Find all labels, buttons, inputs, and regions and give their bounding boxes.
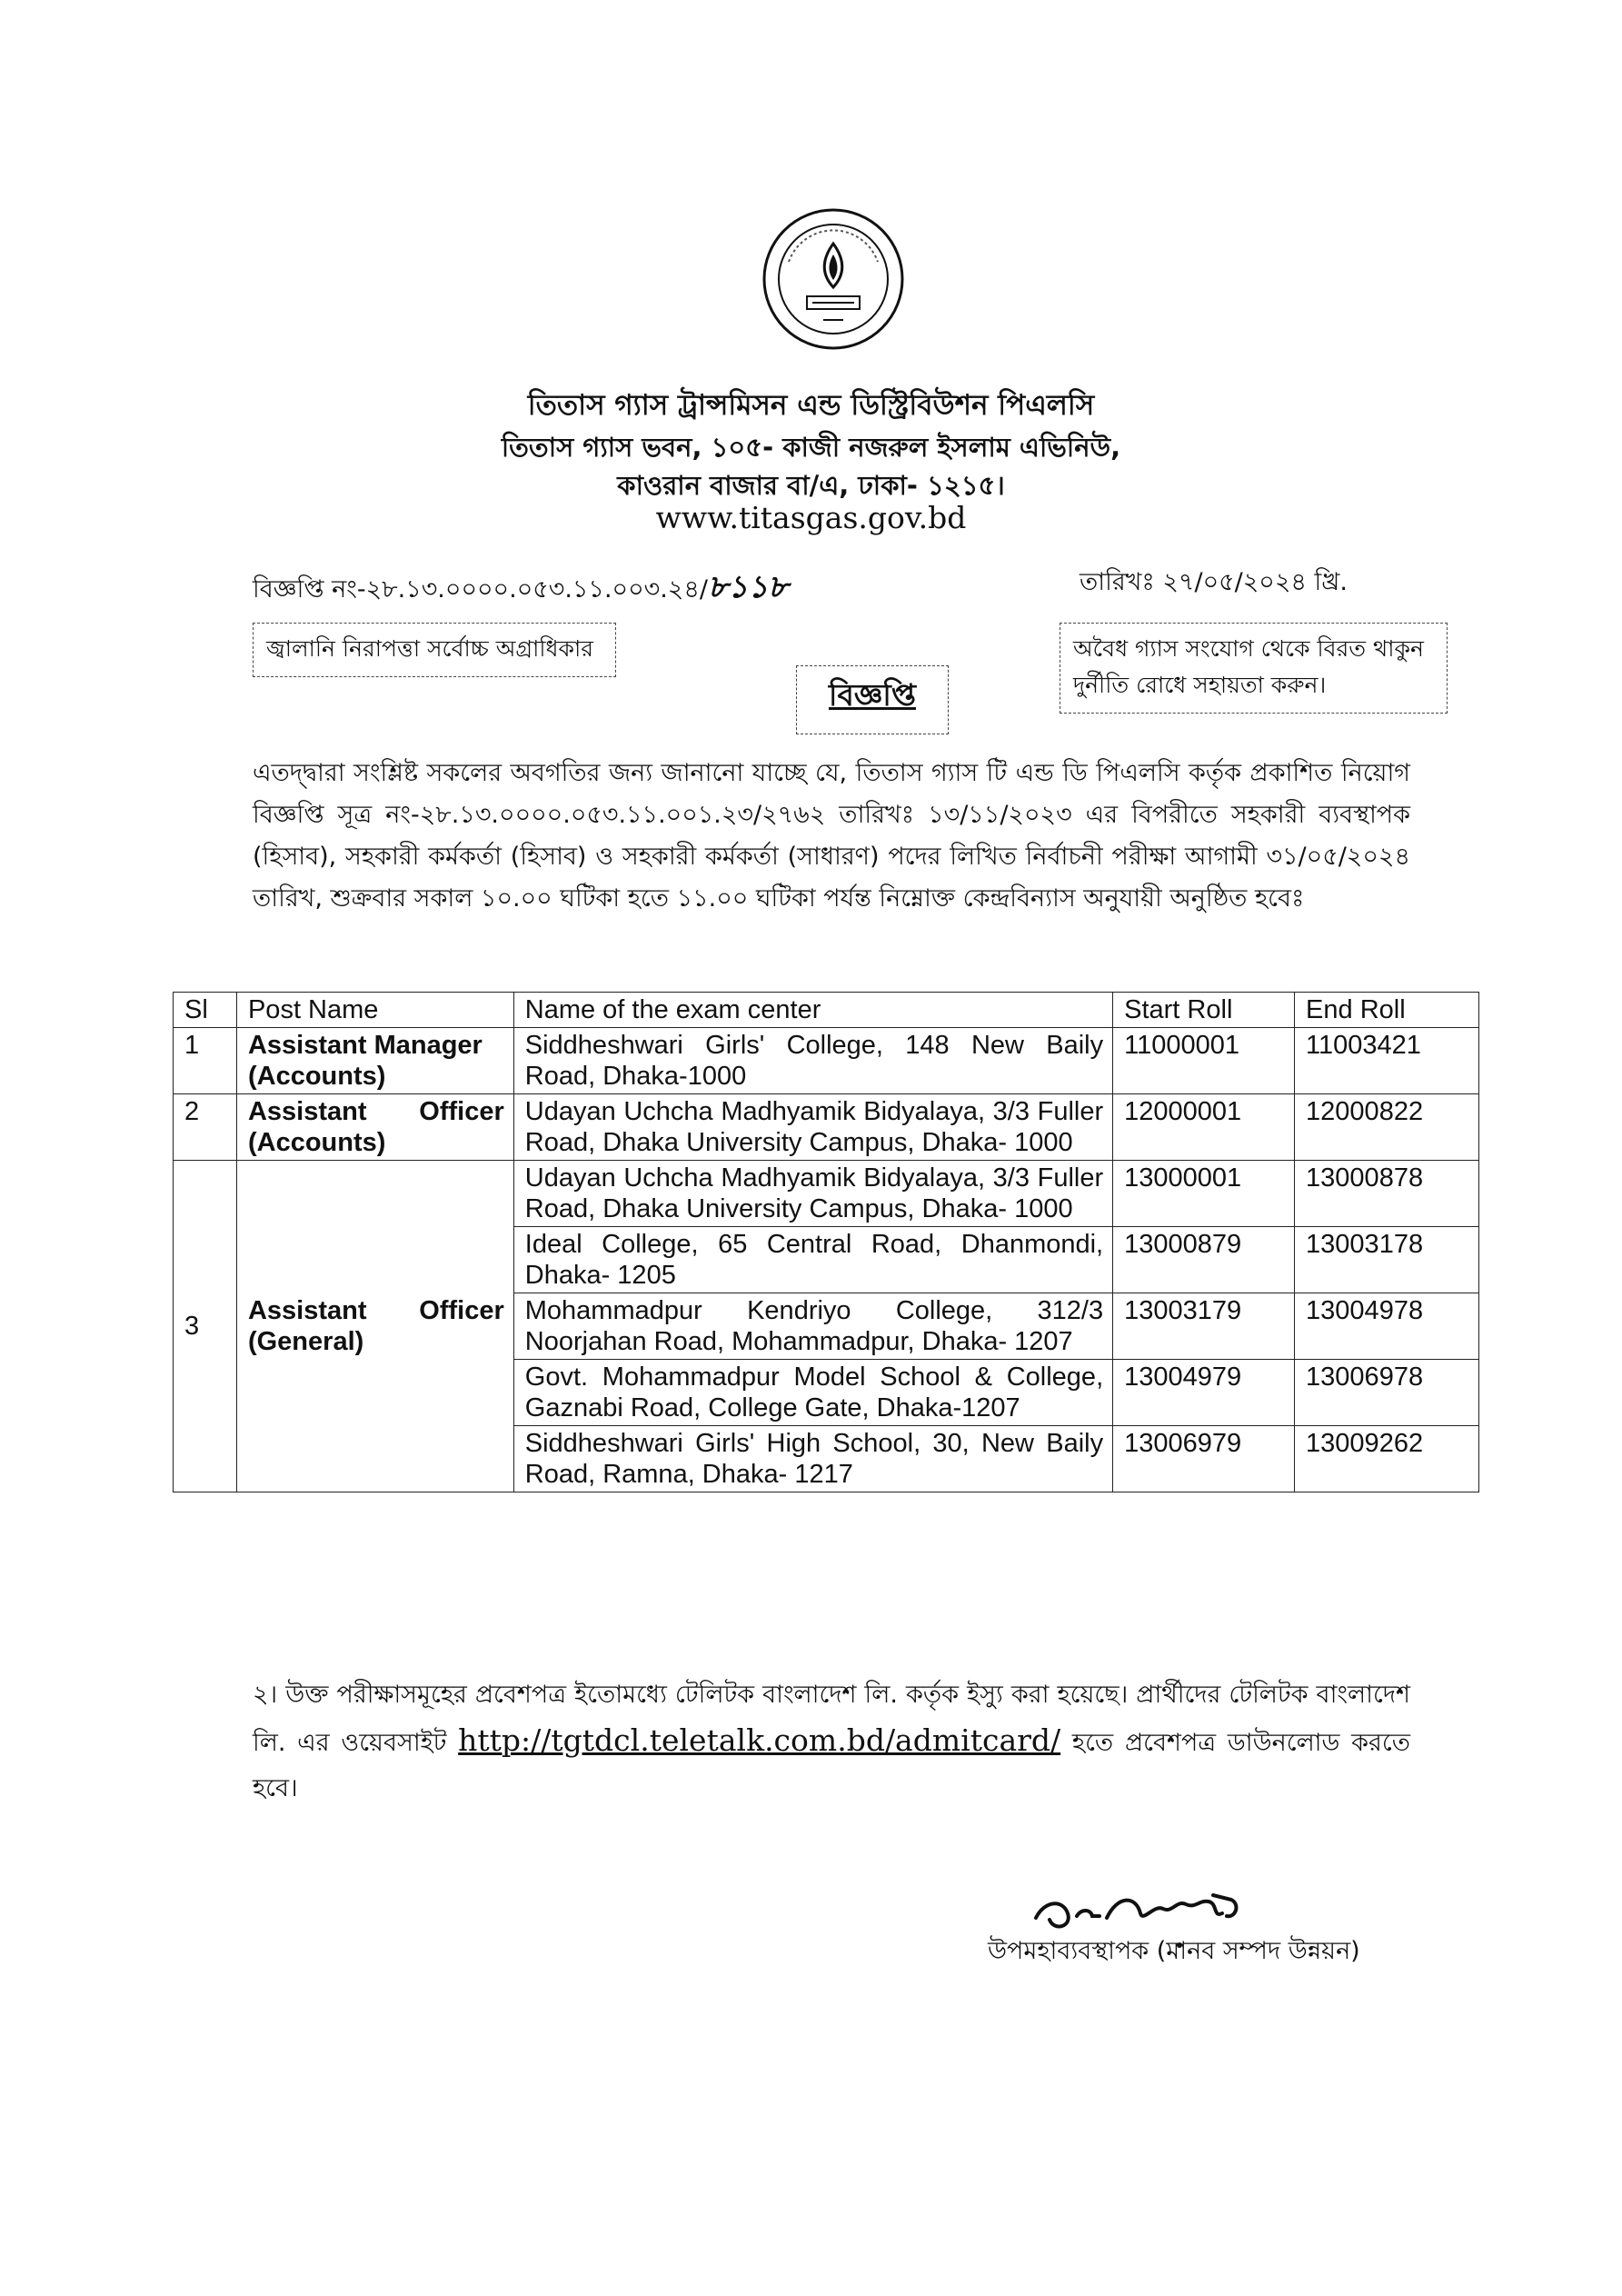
table-row bbox=[174, 1028, 1479, 1094]
cell-post: Assistant Officer (Accounts) bbox=[236, 1094, 513, 1161]
slogan-left-text: জ্বালানি নিরাপত্তা সর্বোচ্চ অগ্রাধিকার bbox=[266, 635, 594, 662]
cell-post: Assistant Officer (General) bbox=[236, 1161, 513, 1492]
intro-paragraph: এতদ্দ্বারা সংশ্লিষ্ট সকলের অবগতির জন্য জানানো যাচ্ছে যে, তিতাস গ্যাস টি এন্ড ডি পিএলসি কর্তৃক প্রকাশিত নিয়োগ বিজ্ঞপ্তি সূত্র নং-২৮.১৩.০০০০.০৫৩.১১.০০১.২৩/২৭৬২ তারিখঃ ১৩/১১/২০২৩ এর বিপরীতে সহকারী ব্যবস্থাপক (হিসাব), সহকারী কর্মকর্তা (হিসাব) ও সহকারী কর্মকর্তা (সাধারণ) পদের লিখিত নির্বাচনী পরীক্ষা আগামী ৩১/০৫/২০২৪ তারিখ, শুক্রবার সকাল ১০.০০ ঘটিকা হতে ১১.০০ ঘটিকা পর্যন্ত নিম্নোক্ত কেন্দ্রবিন্যাস অনুযায়ী অনুষ্ঠিত হবেঃ bbox=[253, 759, 1410, 913]
cell-start-roll: 13006979 bbox=[1113, 1426, 1295, 1492]
cell-sl: 2 bbox=[174, 1094, 237, 1161]
header-sl: Sl bbox=[174, 993, 237, 1028]
cell-end-roll: 13006978 bbox=[1295, 1360, 1479, 1426]
exam-center-table bbox=[173, 992, 1479, 1492]
header-end-roll: End Roll bbox=[1295, 993, 1479, 1028]
header-exam-center: Name of the exam center bbox=[513, 993, 1112, 1028]
cell-center: Udayan Uchcha Madhyamik Bidyalaya, 3/3 Fuller Road, Dhaka University Campus, Dhaka- 1000 bbox=[513, 1161, 1112, 1227]
cell-end-roll: 11003421 bbox=[1295, 1028, 1479, 1094]
slogan-right-line1: অবৈধ গ্যাস সংযোগ থেকে বিরত থাকুন bbox=[1073, 635, 1424, 662]
memo-number-handwritten: ৮১১৮ bbox=[707, 569, 789, 605]
cell-start-roll: 13004979 bbox=[1113, 1360, 1295, 1426]
signatory-designation: উপমহাব্যবস্থাপক (মানব সম্পদ উন্নয়ন) bbox=[988, 1937, 1360, 1965]
notice-title-box bbox=[796, 665, 949, 734]
cell-end-roll: 12000822 bbox=[1295, 1094, 1479, 1161]
organization-address-line2: কাওরান বাজার বা/এ, ঢাকা- ১২১৫। bbox=[617, 470, 1005, 501]
cell-start-roll: 13000879 bbox=[1113, 1227, 1295, 1293]
slogan-box-right bbox=[1060, 623, 1448, 714]
table-header-row bbox=[174, 993, 1479, 1028]
cell-center: Siddheshwari Girls' College, 148 New Baily Road, Dhaka-1000 bbox=[513, 1028, 1112, 1094]
cell-sl: 1 bbox=[174, 1028, 237, 1094]
cell-start-roll: 13003179 bbox=[1113, 1293, 1295, 1360]
table-row bbox=[174, 1161, 1479, 1227]
cell-center: Mohammadpur Kendriyo College, 312/3 Noorjahan Road, Mohammadpur, Dhaka- 1207 bbox=[513, 1293, 1112, 1360]
table-row bbox=[174, 1094, 1479, 1161]
cell-center: Udayan Uchcha Madhyamik Bidyalaya, 3/3 Fuller Road, Dhaka University Campus, Dhaka- 1000 bbox=[513, 1094, 1112, 1161]
notice-title: বিজ্ঞপ্তি bbox=[829, 677, 916, 713]
cell-post: Assistant Manager (Accounts) bbox=[236, 1028, 513, 1094]
cell-end-roll: 13004978 bbox=[1295, 1293, 1479, 1360]
organization-address-line1: তিতাস গ্যাস ভবন, ১০৫- কাজী নজরুল ইসলাম এভিনিউ, bbox=[501, 432, 1121, 463]
header-start-roll: Start Roll bbox=[1113, 993, 1295, 1028]
para2-text-before-link: ২। উক্ত পরীক্ষাসমূহের প্রবেশপত্র ইতোমধ্যে টেলিটক বাংলাদেশ লি. কর্তৃক ইস্যু করা হয়েছে। প্রার্থীদের টেলিটক বাংলাদেশ লি. এর ওয়েবসাইট bbox=[253, 1681, 1410, 1757]
cell-start-roll: 12000001 bbox=[1113, 1094, 1295, 1161]
company-seal-logo bbox=[761, 207, 905, 351]
admit-card-paragraph bbox=[253, 1672, 1410, 1812]
organization-name: তিতাস গ্যাস ট্রান্সমিসন এন্ড ডিস্ট্রিবিউশন পিএলসি bbox=[527, 389, 1095, 422]
cell-end-roll: 13003178 bbox=[1295, 1227, 1479, 1293]
admit-card-link[interactable]: http://tgtdcl.teletalk.com.bd/admitcard/ bbox=[458, 1722, 1061, 1758]
para2-text-after-link: হতে প্রবেশপত্র ডাউনলোড করতে হবে। bbox=[253, 1729, 1410, 1802]
memo-number bbox=[253, 564, 788, 615]
cell-center: Ideal College, 65 Central Road, Dhanmondi, Dhaka- 1205 bbox=[513, 1227, 1112, 1293]
cell-end-roll: 13009262 bbox=[1295, 1426, 1479, 1492]
cell-start-roll: 11000001 bbox=[1113, 1028, 1295, 1094]
slogan-right-line2: দুর্নীতি রোধে সহায়তা করুন। bbox=[1073, 672, 1327, 698]
cell-start-roll: 13000001 bbox=[1113, 1161, 1295, 1227]
organization-website: www.titasgas.gov.bd bbox=[655, 500, 967, 535]
memo-date: তারিখঃ ২৭/০৫/২০২৪ খ্রি. bbox=[1080, 568, 1348, 596]
cell-sl: 3 bbox=[174, 1161, 237, 1492]
slogan-box-left bbox=[253, 623, 616, 677]
cell-center: Govt. Mohammadpur Model School & College, Gaznabi Road, College Gate, Dhaka-1207 bbox=[513, 1360, 1112, 1426]
header-post-name: Post Name bbox=[236, 993, 513, 1028]
cell-center: Siddheshwari Girls' High School, 30, New Baily Road, Ramna, Dhaka- 1217 bbox=[513, 1426, 1112, 1492]
memo-number-prefix: বিজ্ঞপ্তি নং-২৮.১৩.০০০০.০৫৩.১১.০০৩.২৪/ bbox=[253, 575, 708, 604]
cell-end-roll: 13000878 bbox=[1295, 1161, 1479, 1227]
